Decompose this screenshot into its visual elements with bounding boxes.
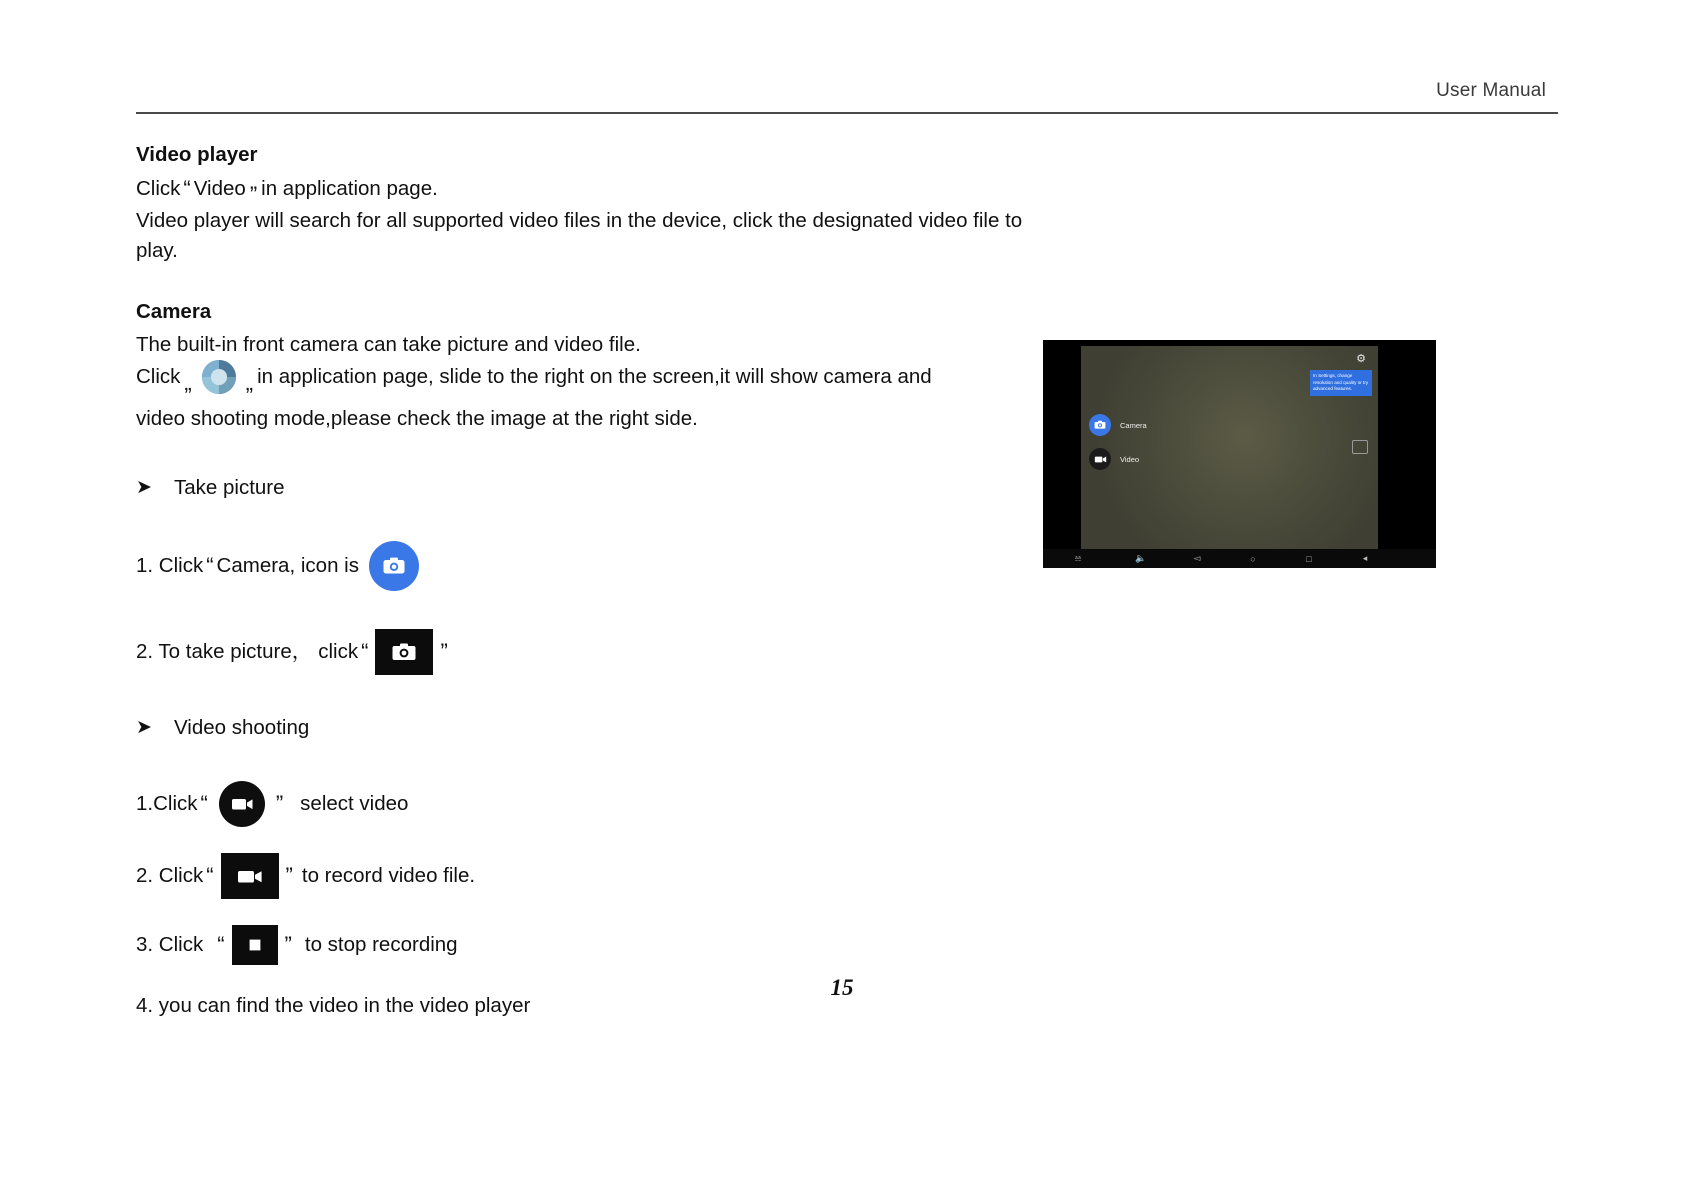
camera-icon [1089, 414, 1111, 436]
quote-open-low-icon: „ [184, 369, 192, 395]
video-step2-pre: 2. Click [136, 864, 204, 887]
page-number: 15 [830, 975, 854, 1000]
mode-item-video[interactable] [1089, 448, 1147, 470]
vstep1-quote-close-icon: ” [275, 790, 284, 816]
camera-line-1: The built-in front camera can take picture and video file. [136, 332, 641, 356]
video-player-line-1 [136, 173, 1236, 206]
mode-item-video-label: Video [1120, 454, 1140, 464]
video-player-line-3: play. [136, 239, 178, 263]
document-body [136, 140, 1236, 1022]
android-navigation-bar [1043, 549, 1436, 568]
camera-mode-list [1089, 414, 1147, 482]
video-step-4: 4. you can find the video in the video player [136, 994, 531, 1018]
camera-line-3: video shooting mode,please check the image at the right side. [136, 407, 698, 431]
quote-open-icon: “ [183, 176, 191, 202]
camera-step1-post: , icon is [289, 553, 359, 577]
quote-close-low-icon: „ [245, 369, 254, 395]
volume-icon[interactable]: 🔈 [1135, 553, 1147, 563]
vstep3-quote-open-icon: “ [217, 931, 225, 957]
arrow-bullet-icon: ➤ [136, 476, 152, 498]
record-video-button[interactable] [221, 853, 279, 899]
mode-item-camera[interactable] [1089, 414, 1147, 436]
vstep2-quote-close-icon: ” [285, 862, 293, 888]
page-header [136, 80, 1558, 102]
arrow-bullet-icon-2: ➤ [136, 716, 152, 738]
stop-recording-button[interactable] [232, 925, 278, 965]
video-step3-post: to stop recording [304, 933, 458, 956]
tablet-screenshot [1043, 340, 1436, 568]
camera-step2-mid: click [318, 639, 359, 663]
take-picture-button[interactable] [375, 629, 433, 675]
video-player-line1-value: Video [193, 177, 246, 201]
video-step-3 [136, 925, 1236, 965]
camera-step1-pre: 1. Click [136, 553, 204, 577]
camera-step2-comma: ， [291, 639, 313, 663]
camera-step2-pre: 2. To take picture [136, 639, 292, 663]
header-divider [136, 112, 1558, 114]
video-player-line1-pre: Click [136, 177, 181, 201]
preview-shutter-button[interactable] [1352, 440, 1368, 454]
video-step2-post: to record video file. [301, 864, 476, 887]
recents-icon[interactable]: □ [1306, 553, 1312, 564]
back-icon[interactable]: ◅ [1193, 553, 1201, 563]
camera-bullet1-label: Take picture [174, 475, 285, 499]
camera-bullet2-label: Video shooting [174, 715, 310, 739]
home-icon[interactable]: ○ [1250, 553, 1256, 564]
camera-step1-word: Camera [216, 553, 290, 577]
camera-lens-icon [202, 360, 236, 394]
camera-preview [1081, 346, 1378, 549]
video-step3-pre: 3. Click [136, 933, 204, 956]
camera-shutter-round-button[interactable] [369, 541, 419, 591]
camera-line2-post: in application page, slide to the right on the screen,it will show camera and [257, 365, 932, 389]
vstep3-quote-close-icon: ” [284, 931, 292, 957]
video-camera-icon [1089, 448, 1111, 470]
step2-quote-open-icon: “ [361, 638, 369, 664]
gear-icon[interactable]: ⚙ [1356, 353, 1366, 365]
section-video-player [136, 140, 1236, 267]
vstep1-quote-open-icon: “ [200, 790, 208, 816]
vstep2-quote-open-icon: “ [206, 862, 214, 888]
video-player-heading: Video player [136, 143, 258, 166]
step2-quote-close-icon: ” [440, 638, 448, 664]
camera-bullet-video-shooting [136, 713, 1236, 743]
video-step-1 [136, 781, 1236, 827]
video-step1-pre: 1.Click [136, 792, 198, 815]
video-player-line-2: Video player will search for all supported video files in the device, click the designated video file to [136, 208, 1023, 232]
mode-item-camera-label: Camera [1120, 420, 1147, 430]
video-step1-post: select video [300, 792, 409, 815]
quote-close-icon: ” [249, 182, 258, 208]
video-player-line1-post: in application page. [261, 177, 438, 201]
camera-heading: Camera [136, 299, 212, 323]
camera-line2-pre: Click [136, 365, 181, 389]
camera-step-2 [136, 629, 1236, 675]
settings-tip-tooltip: In Settings, change resolution and quality or try advanced features. [1310, 370, 1372, 396]
video-mode-round-button[interactable] [219, 781, 265, 827]
video-step-2 [136, 853, 1236, 899]
keyboard-icon[interactable]: ⎂ [1074, 553, 1082, 563]
header-title: User Manual [1436, 80, 1546, 101]
screenshot-icon[interactable]: ◂ [1362, 553, 1368, 563]
step1-quote-open-icon: “ [206, 552, 214, 578]
